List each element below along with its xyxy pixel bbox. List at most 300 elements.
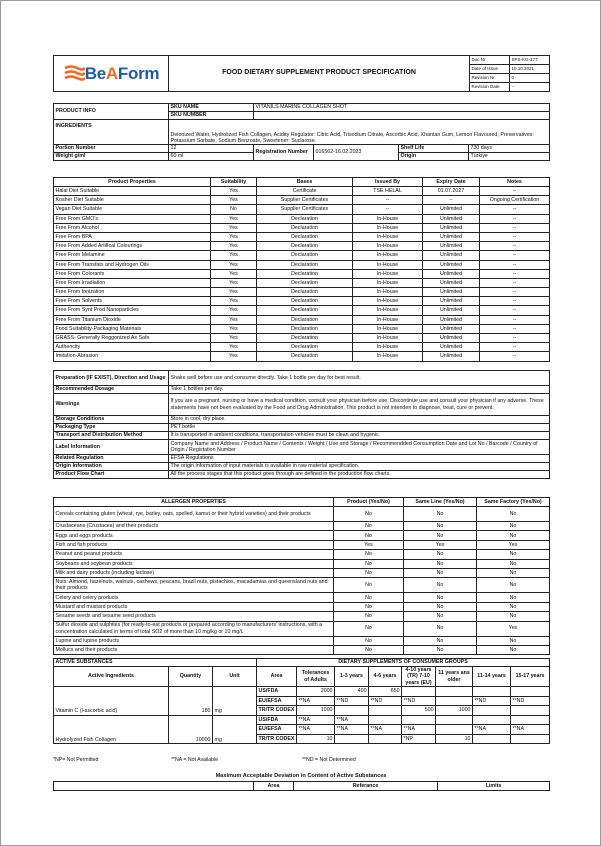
sku-number-label: SKU NUMBER (169, 112, 254, 120)
allergen-cell: No (404, 636, 477, 645)
property-cell: Declaration (257, 288, 353, 297)
active-area: US/FDA (257, 715, 297, 725)
allergen-row (54, 568, 550, 577)
property-cell: Declaration (257, 297, 353, 306)
allergen-cell: No (404, 645, 477, 654)
detail-row (54, 394, 550, 416)
property-cell: -- (480, 306, 550, 315)
property-cell: Declaration (257, 232, 353, 241)
property-cell: In-House (353, 223, 423, 232)
property-cell: Unlimited (423, 205, 480, 214)
detail-value: Shake well before use and consume directly. Take 1 bottle per day for best result. (169, 371, 550, 386)
property-cell: -- (480, 205, 550, 214)
active-limit: 650 (369, 687, 402, 697)
property-cell: -- (480, 242, 550, 251)
property-cell: Free From Colorants (54, 269, 211, 278)
allergen-cell: Yes (477, 621, 550, 636)
property-cell: Yes (211, 242, 257, 251)
allergen-row (54, 621, 550, 636)
allergen-cell: No (404, 578, 477, 593)
property-cell: Declaration (257, 334, 353, 343)
properties-col-header: Suitability (211, 178, 257, 187)
detail-label: Storage Conditions (54, 416, 169, 424)
property-row (54, 315, 550, 324)
property-cell: Free From BPA (54, 232, 211, 241)
active-area: EU/EFSA (257, 725, 297, 735)
detail-row (54, 386, 550, 394)
product-info-block (53, 103, 549, 161)
property-cell: -- (423, 196, 480, 205)
allergen-cell: Sesame seeds and sesame seed products (54, 612, 334, 621)
allergen-cell: No (477, 636, 550, 645)
document-title: FOOD DIETARY SUPPLEMENT PRODUCT SPECIFICATION (169, 56, 470, 92)
allergens-block (53, 497, 549, 655)
active-limit: **NA (335, 715, 369, 725)
active-unit: mg (213, 687, 257, 716)
property-cell: Free From Solvents (54, 297, 211, 306)
active-area: TR/TR CODEX (257, 734, 297, 744)
shelf-life-value: 730 days (469, 145, 550, 153)
properties-block (53, 177, 549, 362)
property-cell: Imitation-Abrasion (54, 352, 211, 361)
properties-col-header: Product Properties (54, 178, 211, 187)
property-cell: Food Suitability-Packaging Materials (54, 324, 211, 333)
active-limit: **NA (335, 725, 369, 735)
allergen-row (54, 531, 550, 540)
detail-row (54, 432, 550, 440)
active-unit: mg (213, 715, 257, 744)
col-adults: Tolerances of Adults (297, 667, 335, 687)
allergen-cell: No (404, 507, 477, 522)
allergen-row (54, 602, 550, 611)
property-cell: Unlimited (423, 278, 480, 287)
property-cell: Free From Transfats and Hydrogen Oils (54, 260, 211, 269)
property-row (54, 260, 550, 269)
property-cell: In-House (353, 278, 423, 287)
properties-col-header: Expiry Date (423, 178, 480, 187)
property-cell: Yes (211, 297, 257, 306)
property-row (54, 288, 550, 297)
property-cell: -- (480, 251, 550, 260)
detail-label: Product Flow Chart (54, 471, 169, 479)
property-cell: Free From Irradiation (54, 278, 211, 287)
active-limit: **NA (402, 725, 436, 735)
deviation-col-limits: Limits (438, 782, 550, 791)
allergen-cell: No (334, 522, 404, 531)
allergen-cell: No (404, 531, 477, 540)
issue-date-value: 10.10.2021 (510, 65, 550, 74)
allergen-cell: Mollucs and their products (54, 645, 334, 654)
doc-nr-value: SPS-KG-177 (510, 56, 550, 65)
allergen-row (54, 636, 550, 645)
detail-label: Transport and Distribution Method (54, 432, 169, 440)
origin-label: Origin (399, 153, 469, 161)
allergen-cell: No (477, 568, 550, 577)
allergen-cell: Crustaceans (Crustacea) and their products (54, 522, 334, 531)
active-limit (402, 715, 436, 725)
property-cell: -- (480, 352, 550, 361)
property-cell: In-House (353, 251, 423, 260)
detail-row (54, 455, 550, 463)
active-limit (369, 734, 402, 744)
property-row (54, 251, 550, 260)
property-cell: Yes (211, 232, 257, 241)
property-cell: Yes (211, 214, 257, 223)
property-cell: In-House (353, 297, 423, 306)
active-limit: 10 (436, 734, 473, 744)
active-limit: **ND (511, 696, 550, 706)
active-limit: **NA (297, 715, 335, 725)
allergen-cell: No (477, 645, 550, 654)
property-cell: -- (480, 297, 550, 306)
property-cell: -- (353, 205, 423, 214)
property-cell: Unlimited (423, 297, 480, 306)
allergen-row (54, 507, 550, 522)
property-cell: Declaration (257, 315, 353, 324)
active-limit: **NA (473, 725, 511, 735)
property-cell: Supplier Certificates (257, 196, 353, 205)
property-row (54, 187, 550, 196)
deviation-col-blank (54, 782, 254, 791)
allergen-cell: Yes (477, 540, 550, 549)
active-limit (436, 725, 473, 735)
allergen-cell: No (477, 578, 550, 593)
property-cell: Yes (211, 187, 257, 196)
detail-label: Warnings (54, 394, 169, 416)
property-cell: In-House (353, 324, 423, 333)
allergen-cell: No (477, 550, 550, 559)
property-cell: Yes (211, 315, 257, 324)
allergen-table (53, 497, 550, 655)
allergen-cell: Fish and fish products (54, 540, 334, 549)
detail-label: Label Information (54, 440, 169, 455)
property-cell: Supplier Certificates (257, 205, 353, 214)
property-cell: Unlimited (423, 315, 480, 324)
property-cell: Yes (211, 334, 257, 343)
deviation-title: Maximum Acceptable Deviation in Content of Active Substances (215, 773, 387, 779)
property-cell: -- (480, 315, 550, 324)
property-cell: Kosher Diet Suitable (54, 196, 211, 205)
allergen-cell: Lupine and lupine products (54, 636, 334, 645)
property-cell: Free From Melamine (54, 251, 211, 260)
active-limit: **ND (369, 696, 402, 706)
active-limit (436, 696, 473, 706)
allergen-row (54, 645, 550, 654)
property-cell: Authencity (54, 343, 211, 352)
weight-value: 60 ml (169, 153, 254, 161)
property-cell: Declaration (257, 343, 353, 352)
allergen-cell: No (404, 568, 477, 577)
deviation-block (53, 773, 549, 791)
property-cell: In-House (353, 269, 423, 278)
allergen-cell: No (404, 612, 477, 621)
col-area: Area (257, 667, 297, 687)
property-cell: -- (480, 214, 550, 223)
property-row (54, 334, 550, 343)
property-cell: Yes (211, 288, 257, 297)
property-cell: -- (480, 187, 550, 196)
active-limit: 1000 (436, 706, 473, 716)
active-row (54, 687, 550, 697)
detail-row (54, 463, 550, 471)
detail-label: Preparation (IF EXIST), Direction and Usage (54, 371, 169, 386)
allergen-cell: Yes (334, 540, 404, 549)
allergen-cell: No (477, 612, 550, 621)
property-cell: -- (480, 232, 550, 241)
allergen-cell: Celery and celery products (54, 593, 334, 602)
property-cell: In-House (353, 343, 423, 352)
active-limit (335, 706, 369, 716)
detail-row (54, 471, 550, 479)
property-cell: In-House (353, 315, 423, 324)
property-cell: No (211, 205, 257, 214)
property-cell: In-House (353, 306, 423, 315)
active-area: US/FDA (257, 687, 297, 697)
allergen-cell: No (477, 559, 550, 568)
portion-label: Portion Number (54, 145, 169, 153)
active-quantity: 180 (169, 687, 213, 716)
active-limit: **NA (297, 696, 335, 706)
allergen-cell: No (477, 507, 550, 522)
revision-date-label: Revision Date (470, 83, 510, 92)
property-cell: 01.07.2027 (423, 187, 480, 196)
property-cell: In-House (353, 232, 423, 241)
property-cell: Free From GMO's (54, 214, 211, 223)
property-cell: Declaration (257, 260, 353, 269)
legend-not-permitted: *NP= Not Permitted (53, 757, 99, 763)
active-substances-table (53, 658, 550, 744)
allergen-row (54, 593, 550, 602)
header-block (53, 55, 549, 92)
active-limit: **ND (335, 696, 369, 706)
property-cell: In-House (353, 334, 423, 343)
properties-col-header: Notes (480, 178, 550, 187)
property-cell: Declaration (257, 251, 353, 260)
properties-table (53, 177, 550, 362)
col-4-6-years: 4-6 years (369, 667, 402, 687)
property-cell: Unlimited (423, 242, 480, 251)
property-row (54, 223, 550, 232)
active-area: EU/EFSA (257, 696, 297, 706)
property-cell: Yes (211, 352, 257, 361)
property-cell: In-House (353, 260, 423, 269)
active-limit: **NA (369, 725, 402, 735)
property-cell: Unlimited (423, 269, 480, 278)
allergen-row (54, 540, 550, 549)
property-cell: GRASS- Generally Reggonized As Safe (54, 334, 211, 343)
allergen-cell: No (334, 531, 404, 540)
col-4-10-years: 4-10 years (TR) 7-10 years (EU) (402, 667, 436, 687)
property-cell: Unlimited (423, 223, 480, 232)
detail-row (54, 440, 550, 455)
property-cell: Declaration (257, 214, 353, 223)
portion-value: 12 (169, 145, 254, 153)
property-cell: Halal Diet Suitable (54, 187, 211, 196)
property-row (54, 278, 550, 287)
allergen-cell: No (334, 578, 404, 593)
property-cell: Declaration (257, 278, 353, 287)
allergen-cell: No (334, 636, 404, 645)
property-cell: -- (480, 278, 550, 287)
allergen-cell: No (334, 550, 404, 559)
active-substances-label: ACTIVE SUBSTANCES (54, 659, 257, 667)
col-1-3-years: 1-3 years (335, 667, 369, 687)
sku-name-value: VITANILS MARINE COLLAGEN SHOT (254, 104, 550, 112)
active-limit (436, 687, 473, 697)
allergen-cell: No (477, 522, 550, 531)
properties-col-header: Bases (257, 178, 353, 187)
allergen-cell: No (404, 602, 477, 611)
deviation-table (53, 781, 550, 791)
active-substances-block (53, 658, 549, 744)
detail-row (54, 371, 550, 386)
revision-nr-value: 0 (510, 74, 550, 83)
detail-label: Related Regulation (54, 455, 169, 463)
allergen-header-row (54, 498, 550, 507)
active-limit (511, 706, 550, 716)
property-cell: In-House (353, 214, 423, 223)
property-cell: Unlimited (423, 232, 480, 241)
property-cell: TSE HELAL (353, 187, 423, 196)
active-limit (473, 715, 511, 725)
property-cell: In-House (353, 352, 423, 361)
allergen-cell: Mustard and mustard products (54, 602, 334, 611)
property-row (54, 196, 550, 205)
allergen-cell: No (334, 559, 404, 568)
allergen-cell: No (334, 507, 404, 522)
property-cell: Unlimited (423, 352, 480, 361)
allergen-cell: No (404, 550, 477, 559)
property-cell: Unlimited (423, 334, 480, 343)
property-row (54, 205, 550, 214)
property-cell: Declaration (257, 352, 353, 361)
property-cell: -- (480, 324, 550, 333)
registration-label: Registration Number (254, 145, 314, 161)
active-limit (473, 706, 511, 716)
property-cell: -- (353, 196, 423, 205)
col-11-14-years: 11-14 years (473, 667, 511, 687)
detail-label: Packaging Type (54, 424, 169, 432)
detail-value: Company Name and Address / Product Name / Contents / Weight / Use and Storage / Recommendded Consumption Date and Lot No / Barcode / Country of Origin / Registation Number (169, 440, 550, 455)
property-cell: Vegan Diet Suitable (54, 205, 211, 214)
allergen-cell: No (477, 593, 550, 602)
property-cell: Yes (211, 343, 257, 352)
weight-label: Weight g/ml (54, 153, 169, 161)
details-table (53, 370, 550, 479)
property-cell: In-House (353, 242, 423, 251)
property-cell: Yes (211, 223, 257, 232)
property-row (54, 297, 550, 306)
col-11-older: 11 years ans older (436, 667, 473, 687)
detail-row (54, 416, 550, 424)
property-cell: Free From Ionization (54, 288, 211, 297)
detail-label: Recommended Dosage (54, 386, 169, 394)
property-row (54, 324, 550, 333)
property-cell: -- (480, 343, 550, 352)
active-limit (402, 687, 436, 697)
active-limit: 1000 (297, 706, 335, 716)
allergen-row (54, 550, 550, 559)
allergen-row (54, 578, 550, 593)
product-info-label: PRODUCT INFO (54, 104, 169, 120)
property-cell: Unlimited (423, 343, 480, 352)
property-row (54, 306, 550, 315)
allergen-cell: No (334, 645, 404, 654)
property-cell: Unlimited (423, 251, 480, 260)
property-cell: -- (480, 260, 550, 269)
consumer-groups-label: DIETARY SUPPLEMENTS OF CONSUMER GROUPS (257, 659, 550, 667)
property-cell: Unlimited (423, 324, 480, 333)
detail-value: Store in cool, dry place. (169, 416, 550, 424)
allergen-cell: Eggs and eggs products (54, 531, 334, 540)
detail-value: It is transported in ambient conditions, transportation vehicles must be clean and hygenic. (169, 432, 550, 440)
origin-value: Türkiye (469, 153, 550, 161)
allergen-cell: No (404, 522, 477, 531)
allergen-row (54, 559, 550, 568)
property-cell: Declaration (257, 324, 353, 333)
property-cell: -- (480, 334, 550, 343)
legend-not-available: **NA = Not Available (171, 757, 219, 763)
active-limit (436, 715, 473, 725)
property-cell: Unlimited (423, 260, 480, 269)
details-block (53, 370, 549, 479)
active-limit (511, 687, 550, 697)
shelf-life-label: Shelf Life (399, 145, 469, 153)
properties-col-header: Issued By (353, 178, 423, 187)
allergen-row (54, 522, 550, 531)
allergen-row (54, 612, 550, 621)
allergen-cell: Milk and dairy products (including lactose) (54, 568, 334, 577)
allergen-cell: No (334, 593, 404, 602)
property-row (54, 352, 550, 361)
deviation-col-area: Area (254, 782, 294, 791)
property-cell: Declaration (257, 306, 353, 315)
active-limit: **NA (511, 725, 550, 735)
sku-number-value (254, 112, 550, 120)
property-cell: Declaration (257, 242, 353, 251)
header-table (53, 55, 550, 92)
allergen-cell: Nuts: Almond, hazelnuts, walnuts, cashews, peacans, brazil nuts, pistachios, macadamias and queensland nuts and their products (54, 578, 334, 593)
allergen-cell: No (334, 568, 404, 577)
ingredients-label: INGREDIENTS (54, 120, 169, 145)
active-limit: **ND (402, 696, 436, 706)
property-cell: Yes (211, 306, 257, 315)
detail-value: All the process stages that this product goes through are defined in the production flow charts. (169, 471, 550, 479)
allergen-col-header: Product (Yes/No) (334, 498, 404, 507)
allergen-cell: Peanut and peanut products (54, 550, 334, 559)
active-limit (473, 734, 511, 744)
active-limit (473, 687, 511, 697)
property-row (54, 343, 550, 352)
revision-nr-label: Revision Nr (470, 74, 510, 83)
allergen-col-header: Same Line (Yes/No) (404, 498, 477, 507)
col-15-17-years: 15-17 years (511, 667, 550, 687)
active-limit (369, 706, 402, 716)
allergen-col-header: Same Factory (Yes/No) (477, 498, 550, 507)
property-row (54, 242, 550, 251)
detail-value: Take 1 bottles per day. (169, 386, 550, 394)
detail-row (54, 424, 550, 432)
allergen-cell: Soybeans and soybean products (54, 559, 334, 568)
active-limit: 2000 (297, 687, 335, 697)
property-cell: Free From Titanium Dioxide (54, 315, 211, 324)
property-cell: Free From Alcohol (54, 223, 211, 232)
sku-name-label: SKU NAME (169, 104, 254, 112)
active-limit: **ND (473, 696, 511, 706)
active-row (54, 715, 550, 725)
property-cell: Yes (211, 324, 257, 333)
property-cell: Yes (211, 196, 257, 205)
